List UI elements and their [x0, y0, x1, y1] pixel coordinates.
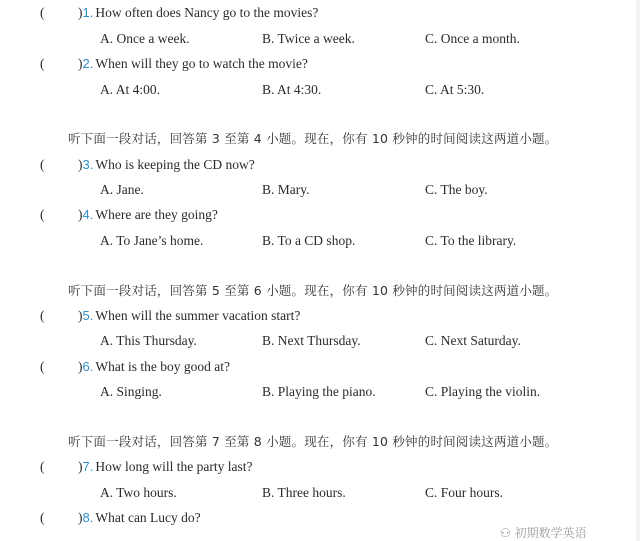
question-text: When will the summer vacation start?: [95, 308, 301, 323]
question-number: 1.: [82, 5, 94, 20]
section-instruction: 听下面一段对话，回答第 3 至第 4 小题。现在，你有 10 秒钟的时间阅读这两道小题。: [68, 131, 558, 146]
answer-paren: (: [40, 359, 45, 374]
option-b: B. Playing the piano.: [262, 384, 376, 399]
answer-paren-close: ): [78, 157, 83, 172]
answer-paren: (: [40, 5, 45, 20]
question-4: [40, 205, 218, 225]
option-a: A. Two hours.: [100, 485, 177, 500]
question-1: [40, 3, 318, 23]
question-number: 4.: [82, 207, 94, 222]
answer-paren-close: ): [78, 459, 83, 474]
question-text: Who is keeping the CD now?: [95, 157, 255, 172]
question-number: 5.: [82, 308, 94, 323]
section-instruction: 听下面一段对话，回答第 7 至第 8 小题。现在，你有 10 秒钟的时间阅读这两道小题。: [68, 434, 558, 449]
option-c: C. The boy.: [425, 182, 488, 197]
option-c: C. Once a month.: [425, 31, 520, 46]
question-6: [40, 357, 230, 377]
question-number: 8.: [82, 510, 94, 525]
page-edge: [636, 0, 640, 541]
option-b: B. To a CD shop.: [262, 233, 356, 248]
question-text: How long will the party last?: [95, 459, 253, 474]
option-c: C. To the library.: [425, 233, 517, 248]
option-c: C. Next Saturday.: [425, 333, 521, 348]
answer-paren: (: [40, 459, 45, 474]
question-text: How often does Nancy go to the movies?: [95, 5, 319, 20]
question-number: 7.: [82, 459, 94, 474]
option-b: B. Three hours.: [262, 485, 346, 500]
option-c: C. Four hours.: [425, 485, 504, 500]
question-text: What is the boy good at?: [95, 359, 230, 374]
question-number: 2.: [82, 56, 94, 71]
option-c: C. Playing the violin.: [425, 384, 541, 399]
option-a: A. Once a week.: [100, 31, 190, 46]
section-instruction: 听下面一段对话，回答第 5 至第 6 小题。现在，你有 10 秒钟的时间阅读这两道小题。: [68, 283, 558, 298]
answer-paren: (: [40, 207, 45, 222]
option-a: A. Jane.: [100, 182, 144, 197]
question-2: [40, 54, 308, 74]
option-a: A. At 4:00.: [100, 82, 161, 97]
option-b: B. Mary.: [262, 182, 310, 197]
option-c: C. At 5:30.: [425, 82, 485, 97]
answer-paren: (: [40, 510, 45, 525]
answer-paren: (: [40, 157, 45, 172]
answer-paren: (: [40, 308, 45, 323]
option-a: A. This Thursday.: [100, 333, 197, 348]
question-8: [40, 508, 201, 528]
answer-paren-close: ): [78, 207, 83, 222]
answer-paren-close: ): [78, 510, 83, 525]
question-5: [40, 306, 300, 326]
question-text: When will they go to watch the movie?: [95, 56, 308, 71]
answer-paren: (: [40, 56, 45, 71]
question-3: [40, 155, 255, 175]
question-text: Where are they going?: [95, 207, 218, 222]
answer-paren-close: ): [78, 5, 83, 20]
question-text: What can Lucy do?: [95, 510, 201, 525]
answer-paren-close: ): [78, 359, 83, 374]
answer-paren-close: ): [78, 56, 83, 71]
option-b: B. Twice a week.: [262, 31, 355, 46]
watermark: ⚇ 初期数学英语: [500, 526, 587, 540]
question-7: [40, 457, 252, 477]
answer-paren-close: ): [78, 308, 83, 323]
question-number: 6.: [82, 359, 94, 374]
option-b: B. At 4:30.: [262, 82, 322, 97]
question-number: 3.: [82, 157, 94, 172]
option-b: B. Next Thursday.: [262, 333, 361, 348]
option-a: A. To Jane’s home.: [100, 233, 204, 248]
option-a: A. Singing.: [100, 384, 162, 399]
